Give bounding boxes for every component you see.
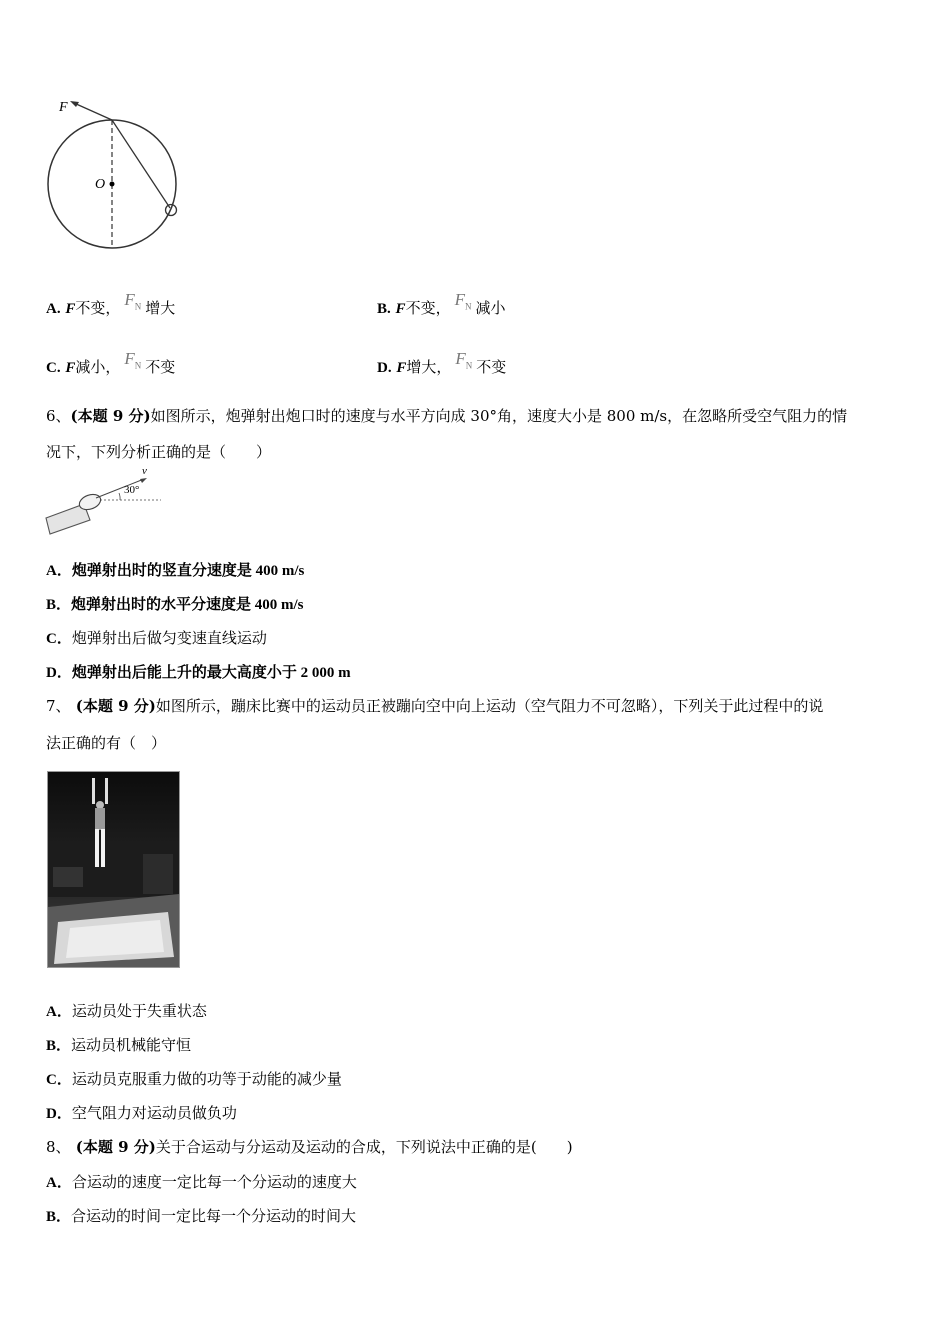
q6-option-b[interactable]: B．炮弹射出时的水平分速度是 400 m/s bbox=[46, 597, 304, 613]
q7-option-d[interactable]: D．空气阻力对运动员做负功 bbox=[46, 1104, 237, 1122]
q5-option-a[interactable]: A. F不变， $F_N$ 增大 bbox=[46, 290, 176, 317]
q7-option-c[interactable]: C．运动员克服重力做的功等于动能的减少量 bbox=[46, 1070, 342, 1088]
q8-stem-line1: 8、 (本题 9 分)关于合运动与分运动及运动的合成，下列说法中正确的是( ) bbox=[46, 1138, 573, 1156]
q6-option-a[interactable]: A．炮弹射出时的竖直分速度是 400 m/s bbox=[46, 563, 305, 579]
option-letter: A bbox=[46, 301, 57, 317]
q6-number: 6、 bbox=[46, 407, 71, 425]
q8-option-b[interactable]: B．合运动的时间一定比每一个分运动的时间大 bbox=[46, 1207, 357, 1225]
trampoline-photo bbox=[47, 771, 180, 968]
q7-stem-line1: 7、 (本题 9 分)如图所示，蹦床比赛中的运动员正被蹦向空中向上运动（空气阻力不可忽略），下列关于此过程中的说 bbox=[46, 697, 824, 715]
normal-force-symbol: $F_N$ bbox=[124, 349, 142, 371]
option-letter: C bbox=[46, 360, 57, 376]
normal-force-symbol: $F_N$ bbox=[455, 349, 473, 371]
q6-option-c[interactable]: C．炮弹射出后做匀变速直线运动 bbox=[46, 629, 267, 647]
q6-stem-line1: 6、(本题 9 分)如图所示，炮弹射出炮口时的速度与水平方向成 30°角，速度大小是 800 m/s，在忽略所受空气阻力的情 bbox=[46, 407, 848, 425]
q7-stem-line2: 法正确的有（ ） bbox=[46, 734, 167, 752]
force-var: F bbox=[65, 360, 76, 376]
force-var: F bbox=[65, 301, 76, 317]
center-label: O bbox=[95, 177, 106, 192]
q5-option-b[interactable]: B. F不变， $F_N$ 减小 bbox=[377, 290, 506, 317]
q5-option-c[interactable]: C. F减小， $F_N$ 不变 bbox=[46, 349, 176, 376]
angle-label: 30° bbox=[124, 484, 140, 496]
cannon-diagram bbox=[44, 465, 164, 538]
q7-option-a[interactable]: A．运动员处于失重状态 bbox=[46, 1002, 207, 1020]
option-letter: B bbox=[377, 301, 388, 317]
q8-option-a[interactable]: A．合运动的速度一定比每一个分运动的速度大 bbox=[46, 1173, 357, 1191]
normal-force-symbol: $F_N$ bbox=[454, 290, 472, 312]
q6-meta: (本题 9 分) bbox=[70, 407, 151, 425]
q7-number: 7、 bbox=[46, 697, 71, 715]
force-var: F bbox=[396, 360, 407, 376]
force-label: F bbox=[59, 100, 68, 115]
velocity-label: v bbox=[142, 465, 147, 477]
q7-option-b[interactable]: B．运动员机械能守恒 bbox=[46, 1036, 192, 1054]
circle-force-diagram bbox=[40, 95, 190, 260]
q8-meta: (本题 9 分) bbox=[70, 1138, 156, 1156]
q6-stem-line2: 况下，下列分析正确的是（ ） bbox=[46, 443, 272, 461]
force-var: F bbox=[395, 301, 406, 317]
q7-meta: (本题 9 分) bbox=[70, 697, 156, 715]
q8-number: 8、 bbox=[46, 1138, 71, 1156]
normal-force-symbol: $F_N$ bbox=[124, 290, 142, 312]
q6-option-d[interactable]: D．炮弹射出后能上升的最大高度小于 2 000 m bbox=[46, 665, 351, 681]
q5-option-d[interactable]: D. F增大， $F_N$ 不变 bbox=[377, 349, 507, 376]
option-letter: D bbox=[377, 360, 388, 376]
